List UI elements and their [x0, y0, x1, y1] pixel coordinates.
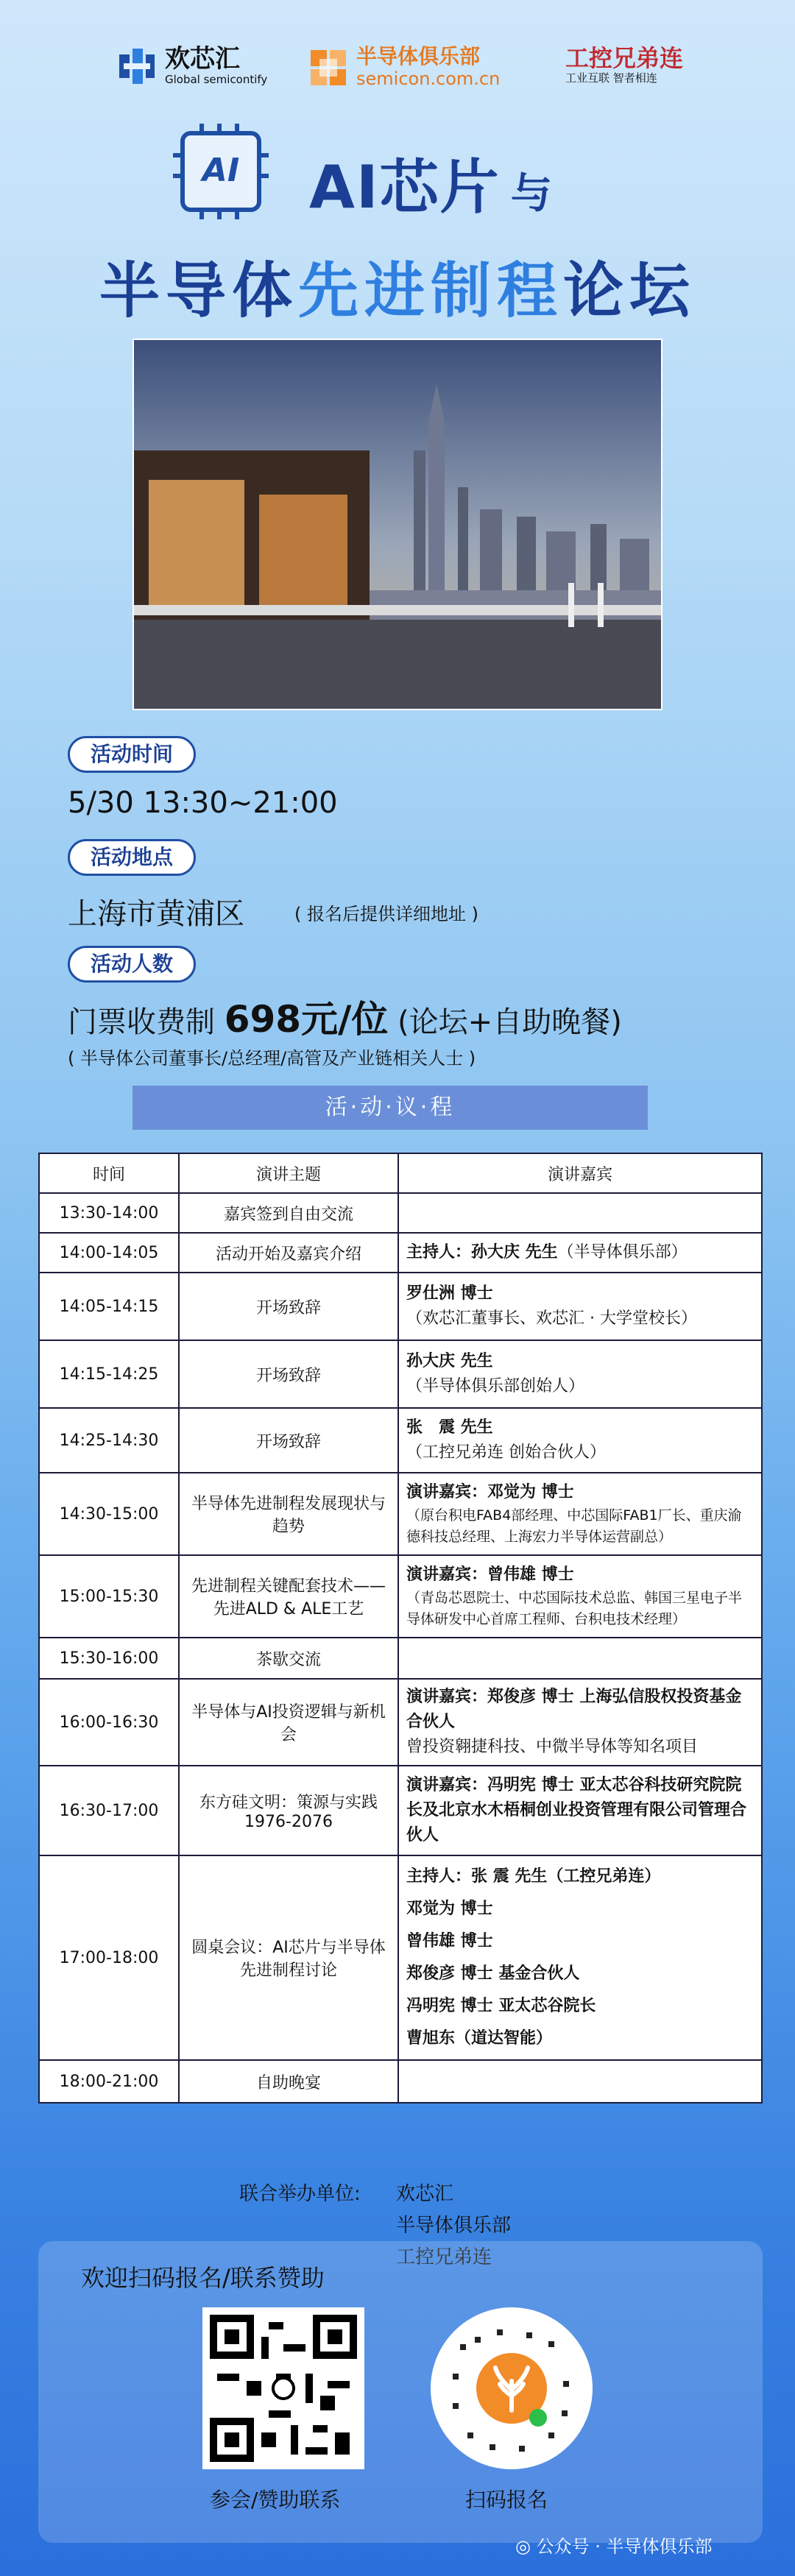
row-time: 15:00-15:30: [39, 1555, 179, 1638]
table-row: [39, 1193, 762, 1233]
place-note: ( 报名后提供详细地址 ): [294, 904, 478, 924]
panel-member: 冯明宪 博士 亚太芯谷院长: [406, 1997, 596, 2015]
organizers-label: 联合举办单位:: [239, 2183, 361, 2205]
logo2-sub: semicon.com.cn: [356, 68, 501, 89]
row-time: 16:30-17:00: [39, 1766, 179, 1855]
logo1-sub: Global semicontify: [165, 73, 268, 87]
footer-text: 公众号 · 半导体俱乐部: [536, 2536, 713, 2557]
row-time: 14:30-15:00: [39, 1473, 179, 1555]
logo2-name: 半导体俱乐部: [356, 44, 481, 68]
row-time: 13:30-14:00: [39, 1193, 179, 1233]
table-row: [39, 1638, 762, 1679]
fee-suffix: (论坛+自助晚餐): [398, 1005, 622, 1039]
table-row: [39, 1233, 762, 1273]
row-time: 17:00-18:00: [39, 1855, 179, 2060]
row-topic: 嘉宾签到自由交流: [179, 1193, 398, 1233]
table-row: [39, 1855, 762, 2060]
agenda-table: [38, 1153, 763, 2103]
panel-member: 郑俊彦 博士 基金合伙人: [406, 1964, 580, 1983]
fee-prefix: 门票收费制: [68, 1005, 215, 1039]
row-speaker: [398, 1233, 762, 1273]
speaker-main: 主持人：孙大庆 先生: [406, 1242, 558, 1262]
row-time: 14:05-14:15: [39, 1273, 179, 1340]
organizer-item: 半导体俱乐部: [396, 2214, 512, 2237]
row-time: 14:00-14:05: [39, 1233, 179, 1273]
contact-qr-code[interactable]: [202, 2307, 364, 2469]
speaker-main: 罗仕洲 博士: [406, 1284, 493, 1303]
logo-bar: [0, 46, 795, 97]
col-topic: 演讲主题: [179, 1153, 398, 1193]
row-time: 14:25-14:30: [39, 1408, 179, 1473]
fee-line: [68, 990, 622, 1043]
row-topic: 东方硅文明：策源与实践 1976-2076: [179, 1766, 398, 1855]
row-speaker: [398, 1193, 762, 1233]
agenda-heading: 活·动·议·程: [132, 1086, 648, 1130]
speaker-main: 演讲嘉宾：郑俊彦 博士 上海弘信股权投资基金合伙人: [406, 1687, 742, 1731]
table-row: [39, 1408, 762, 1473]
table-row: [39, 1273, 762, 1340]
speaker-note: （工控兄弟连 创始合伙人）: [406, 1443, 606, 1462]
title-advanced-process: 先进制程: [297, 256, 563, 326]
panel-member: 邓觉为 博士: [406, 1900, 493, 1918]
table-row: [39, 1679, 762, 1766]
fee-amount: 698元/位: [224, 998, 389, 1041]
speaker-main: 张 震 先生: [406, 1418, 493, 1437]
row-speaker: [398, 1340, 762, 1408]
venue-photo: [132, 339, 662, 710]
ai-chip-icon: [180, 131, 261, 212]
row-topic: 半导体与AI投资逻辑与新机会: [179, 1679, 398, 1766]
speaker-main: 演讲嘉宾：曾伟雄 博士: [406, 1565, 574, 1584]
place-value: 上海市黄浦区: [68, 897, 244, 931]
audience-note: ( 半导体公司董事长/总经理/高管及产业链相关人士 ): [68, 1048, 476, 1069]
time-label: 活动时间: [68, 736, 196, 773]
people-label: 活动人数: [68, 946, 196, 983]
qr-title: 欢迎扫码报名/联系赞助: [81, 2264, 325, 2292]
row-time: 15:30-16:00: [39, 1638, 179, 1679]
organizer-item: 欢芯汇: [396, 2183, 454, 2205]
logo1-name: 欢芯汇: [165, 44, 240, 74]
table-row: [39, 1766, 762, 1855]
panel-member: 曾伟雄 博士: [406, 1932, 493, 1950]
row-speaker: [398, 1408, 762, 1473]
title-line1: [309, 140, 554, 224]
table-header-row: [39, 1153, 762, 1193]
speaker-main: 演讲嘉宾：冯明宪 博士 亚太芯谷科技研究院院长及北京水木梧桐创业投资管理有限公司管理合伙人: [406, 1775, 747, 1845]
speaker-main: 孙大庆 先生: [406, 1351, 493, 1370]
speaker-note: （青岛芯恩院士、中芯国际技术总监、韩国三星电子半导体研发中心首席工程师、台积电技术经理）: [406, 1589, 743, 1628]
col-time: 时间: [39, 1153, 179, 1193]
title-ai-chip: AI芯片: [309, 153, 501, 222]
row-topic: 半导体先进制程发展现状与趋势: [179, 1473, 398, 1555]
huanxinhui-logo-icon: [118, 47, 156, 85]
wechat-icon: ◎: [515, 2536, 537, 2557]
table-row: [39, 1473, 762, 1555]
title-forum: 论坛: [563, 256, 696, 326]
row-speaker: [398, 1855, 762, 2060]
table-row: [39, 1340, 762, 1408]
title-semiconductor: 半导体: [99, 256, 298, 326]
semicon-logo-icon: [309, 49, 347, 87]
panel-member: 曹旭东（道达智能）: [406, 2029, 553, 2048]
footer-account: [515, 2532, 712, 2558]
row-topic: 先进制程关键配套技术——先进ALD & ALE工艺: [179, 1555, 398, 1638]
qr2-caption: 扫码报名: [465, 2488, 548, 2512]
row-speaker: [398, 1473, 762, 1555]
row-topic: 活动开始及嘉宾介绍: [179, 1233, 398, 1273]
logo-huanxinhui: [118, 46, 267, 86]
logo3-sub: 工业互联 智者相连: [565, 71, 657, 85]
speaker-note: 曾投资翱捷科技、中微半导体等知名项目: [406, 1738, 699, 1757]
table-row: [39, 1555, 762, 1638]
title-and: 与: [510, 170, 554, 218]
row-topic: 开场致辞: [179, 1273, 398, 1340]
ai-badge-label: AI: [202, 152, 240, 189]
row-topic: 茶歇交流: [179, 1638, 398, 1679]
logo-semicon: [309, 46, 500, 90]
speaker-note: （欢芯汇董事长、欢芯汇 · 大学堂校长）: [406, 1309, 697, 1328]
speaker-main: 演讲嘉宾：邓觉为 博士: [406, 1482, 574, 1501]
row-speaker: [398, 2060, 762, 2103]
title-line2: [0, 243, 795, 329]
logo-gongkong: [565, 46, 683, 85]
row-topic: 开场致辞: [179, 1340, 398, 1408]
panel-member: 主持人：张 震 先生（工控兄弟连）: [406, 1867, 661, 1886]
row-speaker: [398, 1766, 762, 1855]
place-label: 活动地点: [68, 839, 196, 876]
row-time: 14:15-14:25: [39, 1340, 179, 1408]
row-topic: 自助晚宴: [179, 2060, 398, 2103]
time-value: 5/30 13:30~21:00: [68, 786, 338, 820]
signup-qr-code[interactable]: [431, 2307, 593, 2469]
speaker-note: （半导体俱乐部）: [557, 1242, 688, 1262]
row-time: 18:00-21:00: [39, 2060, 179, 2103]
organizer-item: 工控兄弟连: [396, 2246, 492, 2268]
speaker-note: （原台积电FAB4部经理、中芯国际FAB1厂长、重庆渝德科技总经理、上海宏力半导体运营副总）: [406, 1507, 742, 1546]
row-topic: 开场致辞: [179, 1408, 398, 1473]
row-topic: 圆桌会议：AI芯片与半导体先进制程讨论: [179, 1855, 398, 2060]
col-speaker: 演讲嘉宾: [398, 1153, 762, 1193]
row-speaker: [398, 1273, 762, 1340]
row-speaker: [398, 1555, 762, 1638]
speaker-note: （半导体俱乐部创始人）: [406, 1377, 585, 1395]
table-row: [39, 2060, 762, 2103]
logo3-name: 工控兄弟连: [565, 44, 684, 72]
row-time: 16:00-16:30: [39, 1679, 179, 1766]
row-speaker: [398, 1638, 762, 1679]
row-speaker: [398, 1679, 762, 1766]
qr1-caption: 参会/赞助联系: [210, 2488, 341, 2512]
